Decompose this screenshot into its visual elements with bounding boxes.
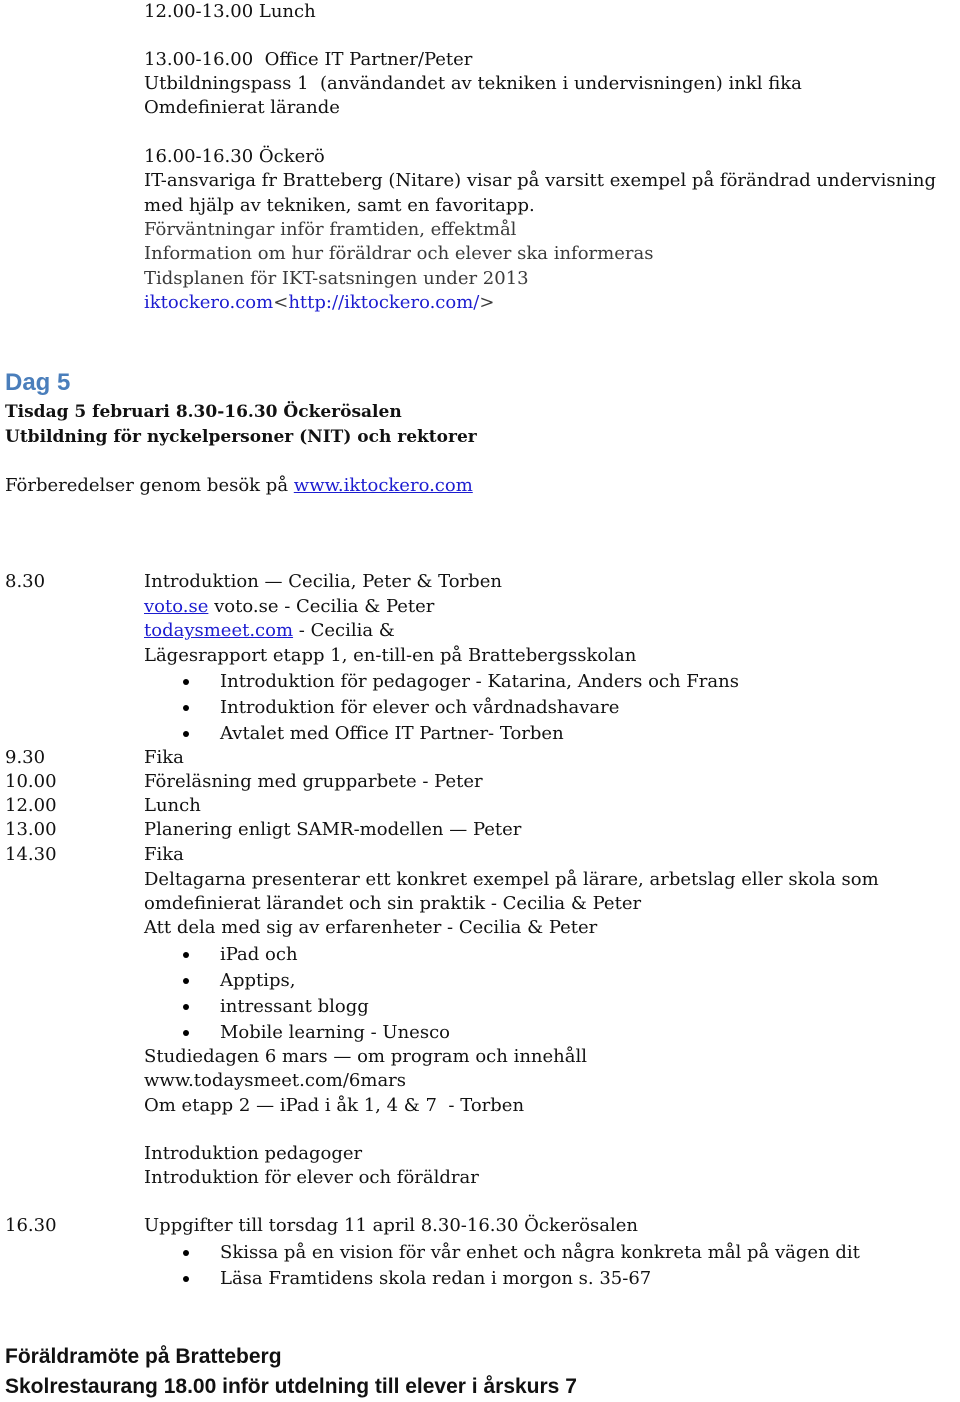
schedule-row (5, 770, 483, 794)
list-item-text: iPad och (220, 944, 298, 965)
study-day-url: www.todaysmeet.com/6mars (144, 1070, 407, 1091)
time-label: 12.00 (5, 795, 57, 816)
iktockero-url-link[interactable]: http://iktockero.com/ (288, 292, 480, 313)
ockero-line: IT-ansvariga fr Bratteberg (Nitare) visar på varsitt exempel på förändrad undervisning (144, 170, 937, 191)
bracket-open: < (273, 292, 289, 313)
schedule-row (5, 794, 201, 818)
bullet-icon (183, 978, 189, 984)
office-it-title: 13.00-16.00 Office IT Partner/Peter (144, 49, 473, 70)
stage2-line: Om etapp 2 — iPad i åk 1, 4 & 7 - Torben (144, 1095, 525, 1116)
activity-label: Introduktion — Cecilia, Peter & Torben (144, 571, 502, 592)
time-label: 16.30 (5, 1215, 57, 1236)
activity-label: Uppgifter till torsdag 11 april 8.30-16.30 Öckerösalen (144, 1215, 638, 1236)
intro-line: Introduktion pedagoger (144, 1143, 363, 1164)
todaysmeet-line (144, 619, 395, 643)
activity-label: Planering enligt SAMR-modellen — Peter (144, 819, 522, 840)
todaysmeet-link[interactable]: todaysmeet.com (144, 620, 294, 641)
time-label: 10.00 (5, 771, 57, 792)
status-report-line: Lägesrapport etapp 1, en-till-en på Brattebergsskolan (144, 645, 637, 666)
ockero-line: Information om hur föräldrar och elever ska informeras (144, 243, 654, 264)
activity-label: Fika (144, 844, 184, 865)
bullet-icon (183, 679, 189, 685)
parent-meeting-details: Skolrestaurang 18.00 inför utdelning till elever i årskurs 7 (5, 1375, 577, 1398)
todaysmeet-text: - Cecilia & (293, 620, 395, 641)
list-item (183, 722, 564, 746)
list-item (183, 943, 298, 967)
iktockero-link-line (144, 291, 494, 315)
preparation-line (5, 474, 473, 498)
parent-meeting-title: Föräldramöte på Bratteberg (5, 1345, 282, 1368)
schedule-row (5, 1214, 638, 1238)
list-item (183, 995, 369, 1019)
list-item (183, 969, 296, 993)
ockero-line: Förväntningar inför framtiden, effektmål (144, 219, 517, 240)
bullet-icon (183, 1276, 189, 1282)
notes-line: Deltagarna presenterar ett konkret exempel på lärare, arbetslag eller skola som (144, 869, 879, 890)
list-item-text: Introduktion för elever och vårdnadshavare (220, 697, 620, 718)
bullet-icon (183, 1004, 189, 1010)
time-label: 9.30 (5, 747, 46, 768)
iktockero-site-link[interactable]: iktockero.com (144, 292, 274, 313)
bracket-close: > (479, 292, 495, 313)
list-item (183, 1241, 860, 1265)
voto-link[interactable]: voto.se (144, 596, 209, 617)
activity-label: Fika (144, 747, 184, 768)
list-item-text: Läsa Framtidens skola redan i morgon s. 35-67 (220, 1268, 652, 1289)
study-day-line: Studiedagen 6 mars — om program och innehåll (144, 1046, 587, 1067)
office-it-line: Utbildningspass 1 (användandet av tekniken i undervisningen) inkl fika (144, 73, 802, 94)
bullet-icon (183, 731, 189, 737)
schedule-row (5, 570, 502, 594)
list-item-text: Apptips, (220, 970, 296, 991)
ockero-title: 16.00-16.30 Öckerö (144, 146, 325, 167)
day-heading: Dag 5 (5, 369, 71, 396)
iktockero-www-link[interactable]: www.iktockero.com (293, 475, 473, 496)
day-date-line: Tisdag 5 februari 8.30-16.30 Öckerösalen (5, 402, 402, 422)
list-item (183, 1267, 651, 1291)
preparation-text: Förberedelser genom besök på (5, 475, 294, 496)
activity-label: Lunch (144, 795, 201, 816)
notes-line: omdefinierat lärandet och sin praktik - Cecilia & Peter (144, 893, 642, 914)
notes-line: Att dela med sig av erfarenheter - Cecilia & Peter (144, 917, 598, 938)
bullet-icon (183, 1250, 189, 1256)
list-item-text: intressant blogg (220, 996, 369, 1017)
voto-text: voto.se - Cecilia & Peter (208, 596, 435, 617)
list-item-text: Introduktion för pedagoger - Katarina, Anders och Frans (220, 671, 739, 692)
bullet-icon (183, 705, 189, 711)
schedule-row (5, 746, 184, 770)
list-item (183, 696, 619, 720)
day-subtitle: Utbildning för nyckelpersoner (NIT) och rektorer (5, 427, 477, 447)
bullet-icon (183, 1030, 189, 1036)
time-label: 13.00 (5, 819, 57, 840)
schedule-row (5, 818, 521, 842)
office-it-line: Omdefinierat lärande (144, 97, 340, 118)
intro-line: Introduktion för elever och föräldrar (144, 1167, 479, 1188)
schedule-row (5, 843, 184, 867)
time-label: 8.30 (5, 571, 46, 592)
lunch-line: 12.00-13.00 Lunch (144, 1, 316, 22)
time-label: 14.30 (5, 844, 57, 865)
bullet-icon (183, 952, 189, 958)
activity-label: Föreläsning med grupparbete - Peter (144, 771, 483, 792)
ockero-line: Tidsplanen för IKT-satsningen under 2013 (144, 268, 529, 289)
list-item-text: Avtalet med Office IT Partner- Torben (220, 723, 564, 744)
list-item (183, 670, 739, 694)
list-item-text: Skissa på en vision för vår enhet och några konkreta mål på vägen dit (220, 1242, 860, 1263)
ockero-line: med hjälp av tekniken, samt en favoritapp. (144, 195, 535, 216)
list-item-text: Mobile learning - Unesco (220, 1022, 450, 1043)
voto-line (144, 595, 434, 619)
list-item (183, 1021, 450, 1045)
